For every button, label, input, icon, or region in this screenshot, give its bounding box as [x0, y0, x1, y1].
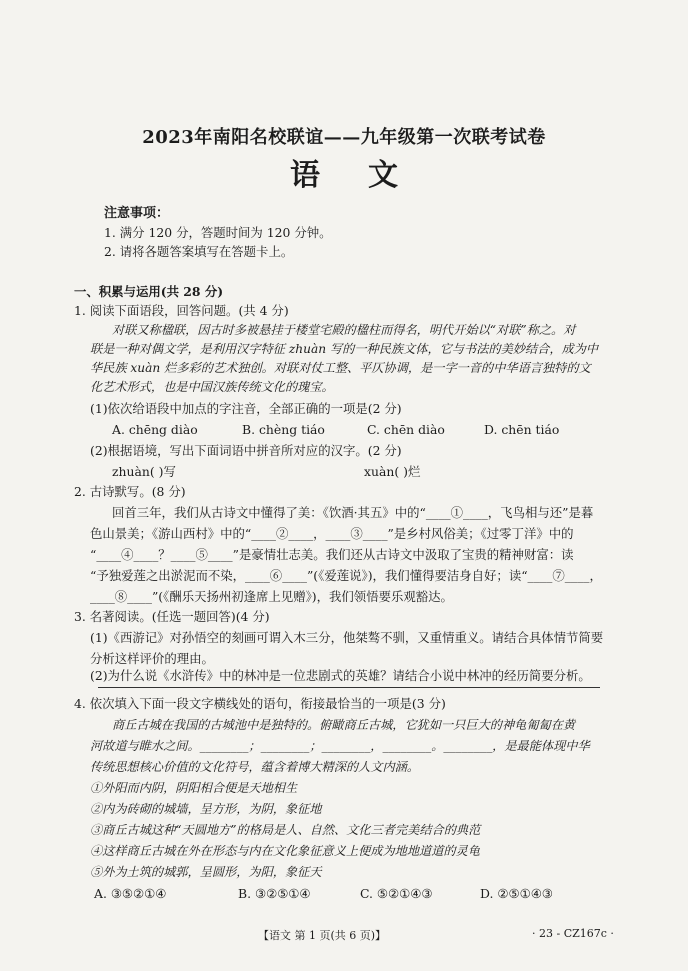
sub-question: (1)依次给语段中加点的字注音，全部正确的一项是(2 分) [90, 401, 402, 416]
poem-line: 色山景美；《游山西村》中的“____②____，____③____”是乡村风俗美；《过零丁洋》中的 [90, 526, 574, 541]
option-b: B. chèng tiáo [242, 422, 325, 437]
passage-line: 华民族 xuàn 烂多彩的艺术独创。对联对仗工整、平仄协调，是一字一音的中华语言独特的文 [90, 361, 591, 375]
option-b: B. ③②⑤①④ [238, 886, 311, 901]
pinyin-blank: zhuàn( )写 [112, 464, 176, 479]
option-c: C. ⑤②①④③ [360, 886, 433, 901]
question-stem: 1. 阅读下面语段，回答问题。(共 4 分) [74, 303, 289, 318]
passage-line: 商丘古城在我国的古城池中是独特的。俯瞰商丘古城，它犹如一只巨大的神龟匍匐在黄 [112, 718, 576, 732]
option-a: A. ③⑤②①④ [94, 886, 167, 901]
question-stem: 3. 名著阅读。(任选一题回答)(4 分) [74, 609, 270, 624]
option-d: D. chēn tiáo [484, 422, 560, 437]
pinyin-blank: xuàn( )烂 [364, 464, 421, 479]
list-item: ①外阳而内阴，阴阳相合便是天地相生 [90, 781, 298, 795]
section-heading: 一、积累与运用(共 28 分) [74, 284, 224, 299]
sub-question: (2)根据语境，写出下面词语中拼音所对应的汉字。(2 分) [90, 443, 402, 458]
passage-line: 传统思想核心价值的文化符号，蕴含着博大精深的人文内涵。 [90, 760, 420, 774]
poem-line: “____④____？____⑤____”是豪情壮志美。我们还从古诗文中汲取了宝贵的精神财富：读 [90, 547, 574, 562]
passage-line: 化艺术形式，也是中国汉族传统文化的瑰宝。 [90, 380, 334, 394]
notice-item: 2. 请将各题答案填写在答题卡上。 [104, 244, 294, 259]
question-stem: 2. 古诗默写。(8 分) [74, 484, 186, 499]
paper-code: · 23 - CZ167c · [532, 927, 614, 940]
passage-line: 对联又称楹联，因古时多被悬挂于楼堂宅殿的楹柱而得名，明代开始以“对联”称之。对 [112, 323, 576, 337]
sub-question: (2)为什么说《水浒传》中的林冲是一位悲剧式的英雄？请结合小说中林冲的经历简要分析。 [90, 668, 591, 683]
option-d: D. ②⑤①④③ [480, 886, 553, 901]
option-a: A. chēng diào [112, 422, 198, 437]
notice-item: 1. 满分 120 分，答题时间为 120 分钟。 [104, 225, 332, 240]
list-item: ④这样商丘古城在外在形态与内在文化象征意义上便成为地地道道的灵龟 [90, 844, 480, 858]
question-stem: 4. 依次填入下面一段文字横线处的语句，衔接最恰当的一项是(3 分) [74, 696, 446, 711]
poem-line: ____⑧____”(《酬乐天扬州初逢席上见赠》)，我们领悟要乐观豁达。 [90, 589, 453, 604]
page-number: 【语文 第 1 页(共 6 页)】 [258, 929, 387, 942]
poem-line: “予独爱莲之出淤泥而不染，____⑥____”(《爱莲说》)，我们懂得要洁身自好；读“____⑦____， [90, 568, 602, 583]
notice-heading: 注意事项： [104, 206, 170, 221]
poem-line: 回首三年，我们从古诗文中懂得了美：《饮酒·其五》中的“____①____，飞鸟相与还”是暮 [112, 505, 594, 520]
list-item: ⑤外为土筑的城郭，呈圆形，为阳，象征天 [90, 865, 322, 879]
exam-title: 2023年南阳名校联谊——九年级第一次联考试卷 [142, 127, 546, 148]
list-item: ②内为砖砌的城墙，呈方形，为阴，象征地 [90, 802, 322, 816]
divider [98, 687, 600, 688]
option-c: C. chēn diào [367, 422, 445, 437]
list-item: ③商丘古城这种“天圆地方”的格局是人、自然、文化三者完美结合的典范 [90, 823, 481, 837]
subject-title: 语文 [290, 158, 446, 193]
sub-question: 分析这样评价的理由。 [90, 651, 214, 666]
sub-question: (1)《西游记》对孙悟空的刻画可谓入木三分，他桀骜不驯，又重情重义。请结合具体情节简要 [90, 630, 604, 645]
passage-line: 河故道与睢水之间。________；________；________，________。________，是最能体现中华 [90, 739, 590, 753]
passage-line: 联是一种对偶文学，是利用汉字特征 zhuàn 写的一种民族文体，它与书法的美妙结合，成为中 [90, 342, 599, 356]
